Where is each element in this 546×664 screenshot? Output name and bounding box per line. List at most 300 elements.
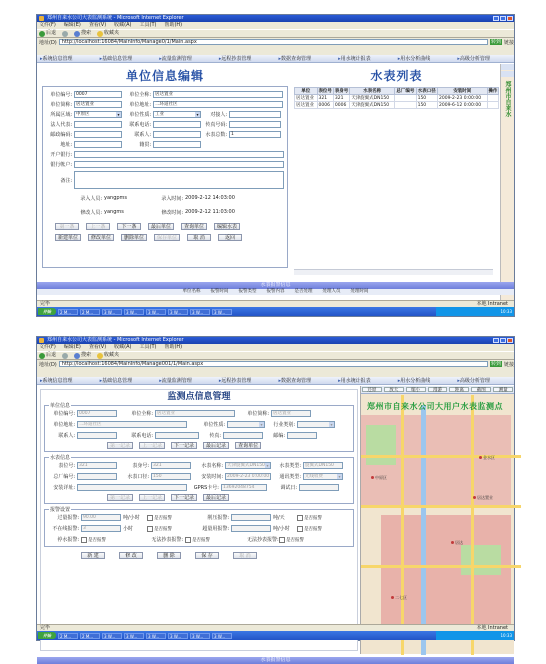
map-tool-screenshot[interactable]: 截图 — [471, 387, 491, 392]
system-tray-clock: 10:33 — [436, 307, 514, 316]
meter-count-label: 水表总数: — [205, 131, 227, 138]
m-unit-no-field[interactable]: 0007 — [77, 410, 117, 417]
cell: 0006 — [333, 102, 349, 109]
cell: 天津旋翼式DN150 — [350, 102, 395, 109]
minimize-button[interactable] — [493, 338, 499, 343]
map-tool-reset[interactable] — [501, 64, 514, 70]
alarm-col-time: 报警时间 — [210, 289, 229, 294]
menu-edit[interactable]: 编辑(E) — [63, 344, 81, 350]
m-unit-no-label: 单位编号: — [53, 411, 75, 417]
forward-button[interactable] — [62, 353, 68, 359]
save-button[interactable]: 保 存 — [195, 552, 219, 559]
map-panel[interactable] — [360, 386, 514, 654]
cancel-button[interactable]: 取 消 — [233, 552, 257, 559]
zone-text: 本地 Intranet — [476, 625, 508, 631]
back-button[interactable]: 后退 — [39, 351, 56, 360]
map-tool-zoomin[interactable]: 放大 — [384, 387, 404, 392]
bank-label: 开户银行: — [50, 151, 72, 158]
m-fax-label: 传真: — [209, 433, 221, 439]
map-title: 郑州市自来水 — [504, 81, 511, 117]
ie-icon — [39, 16, 44, 21]
map-sidebar — [500, 64, 514, 300]
nav-flow[interactable]: ▸ 流量监测管理 — [156, 377, 216, 384]
prev-button[interactable]: 上一条 — [86, 223, 110, 230]
alarm-offline-label: 不在线报警: — [52, 526, 79, 532]
star-icon — [97, 353, 103, 359]
unit-short-field[interactable]: 居达置业 — [74, 101, 122, 108]
forward-arrow-icon — [62, 31, 68, 37]
m-prev-button[interactable]: 上一记录 — [139, 442, 165, 449]
m-install-field[interactable]: 2009-2-23 0:00:00 — [227, 474, 270, 479]
unit-full-label: 单位全称: — [129, 91, 151, 98]
task-button[interactable]: 3 W... — [102, 633, 122, 639]
m-addr-label: 安装详址: — [53, 485, 75, 491]
alarm-section — [44, 509, 354, 547]
m-debug-field[interactable] — [299, 484, 339, 491]
zip-field[interactable] — [74, 131, 122, 138]
map-road — [471, 395, 474, 655]
map-tool-reset[interactable]: 还原 — [362, 387, 382, 392]
delete-button[interactable]: 删 除 — [157, 552, 181, 559]
entry-user-value: yangpms — [104, 195, 128, 201]
phone-label: 联系电话: — [129, 121, 151, 128]
alarm-noread-checkbox[interactable]: 是否报警 — [185, 537, 245, 543]
remark-label: 备注: — [60, 177, 72, 184]
cell: 0006 — [317, 102, 333, 109]
unit-section-legend: 单位信息 — [50, 403, 71, 409]
col-install[interactable]: 安装时间 — [437, 88, 487, 95]
m-factory-field[interactable] — [77, 473, 117, 480]
map-tool-zoomout[interactable]: 缩小 — [406, 387, 426, 392]
meter-count-field[interactable]: 1 — [229, 131, 281, 138]
map-road — [361, 565, 521, 568]
m-factory-label: 总厂编号: — [53, 474, 75, 480]
task-button[interactable]: 3 W... — [168, 309, 188, 315]
window-titlebar — [37, 337, 514, 344]
legal-label: 法人代表: — [50, 121, 72, 128]
col-unit[interactable]: 单位 — [295, 88, 318, 95]
m-unit-full-label: 单位全称: — [131, 411, 153, 417]
alarm-stop-checkbox[interactable]: 是否报警 — [81, 537, 121, 543]
cell: 天津旋翼式DN150 — [350, 95, 395, 102]
alarm-offline-field[interactable]: 3 — [81, 525, 121, 532]
alarm-excess-field[interactable] — [231, 525, 271, 532]
m-unit-addr-field[interactable]: 二环道社区 — [77, 421, 187, 428]
back-button[interactable]: 后退 — [39, 29, 56, 38]
modify-time-label: 修改时间: — [161, 209, 183, 216]
map-title: 郑州市自来水公司大用户水表监测点 — [367, 402, 503, 411]
map-road — [361, 455, 521, 458]
m-mail-label: 邮编: — [273, 433, 285, 439]
entry-time-label: 录入时间: — [161, 195, 183, 202]
close-button[interactable] — [507, 338, 513, 343]
cell: 150 — [416, 95, 437, 102]
map-tool-zoomin[interactable] — [501, 71, 514, 77]
favorites-button[interactable]: 收藏夹 — [97, 29, 119, 38]
alarm-offline-checkbox[interactable]: 是否报警 — [147, 526, 187, 532]
m-meter-first-button[interactable]: 第一记录 — [107, 494, 133, 501]
page-content — [37, 55, 514, 300]
task-button[interactable]: 3 W... — [146, 309, 166, 315]
menu-favorites[interactable]: 收藏(A) — [114, 22, 132, 28]
m-phone-label: 联系电话: — [131, 433, 153, 439]
alarm-over-field[interactable]: 90.00 — [81, 514, 121, 521]
cell — [487, 95, 498, 102]
alarm-excess-checkbox[interactable]: 是否报警 — [297, 526, 322, 532]
m-gprs-label: GPRS卡号: — [193, 485, 219, 491]
return-button[interactable]: 返回 — [218, 234, 242, 241]
region-select[interactable]: 中原区 ▾ — [74, 111, 122, 118]
nav-curve[interactable]: ▸ 用水分析曲线 — [395, 377, 455, 384]
menu-file[interactable]: 文件(F) — [39, 344, 56, 350]
modify-user-value: yangms — [104, 209, 124, 215]
search-button[interactable]: 搜索 — [74, 351, 91, 360]
cell: 居达置业 — [295, 102, 318, 109]
address-label: 地址: — [60, 141, 72, 148]
map-park — [461, 545, 501, 575]
first-button[interactable]: 第一条 — [55, 223, 79, 230]
maximize-button[interactable] — [500, 16, 506, 21]
menu-favorites[interactable]: 收藏(A) — [114, 344, 132, 350]
address-field[interactable] — [74, 141, 122, 148]
horizontal-scrollbar[interactable] — [294, 269, 493, 275]
menu-help[interactable]: 帮助(H) — [164, 344, 183, 350]
nav-advanced[interactable]: ▸ 高级分析管理 — [454, 377, 514, 384]
menu-tools[interactable]: 工具(T) — [139, 22, 157, 28]
status-bar — [37, 624, 514, 631]
map-poi[interactable]: 金水区 — [479, 455, 495, 461]
status-bar — [37, 300, 514, 307]
m-type-field[interactable]: 旋翼式DN150 — [303, 462, 343, 469]
task-button[interactable]: 3 W... — [124, 309, 144, 315]
taskbar — [37, 307, 514, 316]
m-unit-short-field[interactable]: 居达置业 — [271, 410, 311, 417]
search-icon — [74, 353, 80, 359]
nav-remote[interactable]: ▸ 远程抄表管理 — [216, 55, 276, 62]
m-trade-select[interactable] — [297, 421, 335, 428]
meter-list-panel — [294, 67, 499, 275]
unit-no-field[interactable]: 0007 — [74, 91, 122, 98]
meter-list-title: 水表列表 — [370, 69, 423, 83]
window-title: 郑州自来水公司大表监测系统 - Microsoft Internet Explorer — [47, 15, 184, 21]
menu-bar — [37, 22, 514, 29]
nav-flow[interactable]: ▸ 流量监测管理 — [156, 55, 216, 62]
col-op[interactable]: 操作 — [488, 89, 498, 94]
map-tool-pan[interactable]: 漫游 — [428, 387, 448, 392]
m-body-field[interactable]: 321 — [151, 462, 191, 469]
table-header-row — [295, 88, 499, 95]
m-nature-label: 单位性质: — [203, 422, 225, 428]
m-next-button[interactable]: 下一记录 — [171, 442, 197, 449]
system-tray-clock: 10:33 — [436, 631, 514, 640]
m-debug-label: 调试日: — [280, 485, 297, 491]
m-mail-field[interactable] — [287, 432, 317, 439]
modify-unit-button[interactable]: 修改单位 — [88, 234, 114, 241]
new-button[interactable]: 新 建 — [81, 552, 105, 559]
cell — [395, 95, 416, 102]
unit-form — [42, 86, 288, 268]
nav-basic[interactable]: ▸ 基础信息管理 — [97, 377, 157, 384]
nav-advanced[interactable]: ▸ 高级分析管理 — [454, 55, 514, 62]
m-name-select[interactable]: 天津旋翼式DN150 ▾ — [225, 462, 271, 469]
m-meter-last-button[interactable]: 最后记录 — [203, 494, 229, 501]
alarm-noread-label: 无法抄表报警: — [151, 537, 183, 543]
back-arrow-icon — [39, 31, 45, 37]
start-button[interactable]: 开始 — [38, 308, 56, 315]
m-contact-field[interactable] — [77, 432, 117, 439]
address-label: 地址(D) — [39, 39, 57, 46]
task-button[interactable]: 3 W... — [212, 309, 232, 315]
nav-report[interactable]: ▸ 用水统计报表 — [335, 377, 395, 384]
cell — [487, 102, 498, 109]
table-row[interactable] — [295, 95, 499, 102]
monitor-panel — [40, 389, 358, 651]
m-comm-label: 通讯类型: — [279, 474, 301, 480]
nav-system[interactable]: ▸ 系统信息管理 — [37, 377, 97, 384]
nature-select[interactable]: 工业 ▾ — [153, 111, 201, 118]
unit-section — [44, 405, 354, 452]
forward-button[interactable] — [62, 31, 68, 37]
go-button[interactable]: 转到 — [490, 361, 501, 367]
map-poi[interactable]: 居达 — [451, 540, 463, 546]
task-button[interactable]: 3 W... — [124, 633, 144, 639]
nationality-field[interactable] — [153, 141, 201, 148]
maximize-button[interactable] — [500, 338, 506, 343]
links-label[interactable]: 链接 — [503, 39, 514, 46]
menu-bar — [37, 344, 514, 351]
task-button[interactable]: 3 W... — [190, 309, 210, 315]
map-poi[interactable]: 中原区 — [371, 475, 387, 481]
minimize-button[interactable] — [493, 16, 499, 21]
nav-basic[interactable]: ▸ 基础信息管理 — [97, 55, 157, 62]
modify-time-value: 2009-2-12 11:03:00 — [185, 209, 235, 215]
m-type-label: 水表类型: — [279, 463, 301, 469]
app-nav — [37, 377, 514, 385]
m-name-label: 水表名称: — [201, 463, 223, 469]
m-nature-select[interactable] — [227, 421, 265, 428]
cell — [395, 102, 416, 109]
nav-system[interactable]: ▸ 系统信息管理 — [37, 55, 97, 62]
alarm-excess-label: 超量用报警: — [202, 526, 229, 532]
links-label[interactable]: 链接 — [503, 361, 514, 368]
modify-button[interactable]: 修 改 — [119, 552, 143, 559]
task-button[interactable]: 2 M... — [80, 633, 100, 639]
alarm-noread2-label: 无法抄表报警: — [247, 537, 279, 543]
alarm-col-content: 报警内容 — [266, 289, 285, 294]
task-button[interactable]: 3 W... — [212, 633, 232, 639]
alarm-over-label: 过量报警: — [57, 515, 79, 521]
map-river — [421, 405, 426, 655]
cell: 居达置业 — [295, 95, 318, 102]
cell: 2009-6-12 0:00:00 — [437, 102, 487, 109]
last-unit-button[interactable]: 最后单位 — [148, 223, 174, 230]
m-contact-label: 联系人: — [58, 433, 75, 439]
zip-label: 邮政编码: — [50, 131, 72, 138]
contact2-label: 联系人: — [134, 131, 151, 138]
map-tool-measure[interactable]: 测量 — [493, 387, 513, 392]
m-last-button[interactable]: 最后记录 — [203, 442, 229, 449]
unit-editor-panel — [40, 67, 290, 275]
alarm-col-type: 报警类型 — [238, 289, 257, 294]
menu-help[interactable]: 帮助(H) — [164, 22, 183, 28]
region-label: 所属区域: — [50, 111, 72, 118]
map-park — [366, 425, 396, 465]
m-body-label: 表身号: — [132, 463, 149, 469]
m-unit-short-label: 单位简称: — [247, 411, 269, 417]
save-unit-button[interactable]: 保存单位 — [154, 234, 180, 241]
m-query-unit-button[interactable]: 查询单位 — [235, 442, 261, 449]
m-gprs-field[interactable]: 13692048754 — [221, 484, 267, 491]
col-factory[interactable]: 总厂编号 — [396, 89, 415, 94]
alarm-excess-unit: 吨/小时 — [273, 526, 290, 532]
window-controls — [493, 338, 513, 343]
task-button[interactable]: 3 W... — [190, 633, 210, 639]
menu-file[interactable]: 文件(F) — [39, 22, 56, 28]
address-bar — [37, 38, 514, 46]
map-road — [401, 395, 404, 655]
map-tool-distance[interactable]: 距离 — [449, 387, 469, 392]
zone-text: 本地 Intranet — [476, 301, 508, 307]
edit-meter-button[interactable]: 编辑水表 — [214, 223, 240, 230]
nav-curve[interactable]: ▸ 用水分析曲线 — [395, 55, 455, 62]
alarm-pressure-checkbox[interactable]: 是否报警 — [297, 515, 322, 521]
m-first-button[interactable]: 第一记录 — [107, 442, 133, 449]
unit-full-field[interactable]: 居达置业 — [153, 91, 283, 98]
alarm-stop-label: 停水报警: — [57, 537, 79, 543]
nationality-label: 籍贯: — [139, 141, 151, 148]
address-bar — [37, 360, 514, 368]
start-button[interactable]: 开始 — [38, 632, 56, 639]
phone-field[interactable] — [153, 121, 201, 128]
screenshot-unit-editor — [36, 14, 515, 317]
account-field[interactable] — [74, 161, 284, 168]
fax-field[interactable] — [229, 121, 281, 128]
star-icon — [97, 31, 103, 37]
menu-tools[interactable]: 工具(T) — [139, 344, 157, 350]
cell: 321 — [333, 95, 349, 102]
task-button[interactable]: 2 M... — [58, 309, 78, 315]
map-poi[interactable]: 二七区 — [391, 595, 407, 601]
legal-field[interactable] — [74, 121, 122, 128]
nature-label: 单位性质: — [129, 111, 151, 118]
alarm-col-handled: 是否处理 — [294, 289, 313, 294]
alarm-col-unit: 单位名称 — [182, 289, 201, 294]
m-meter-next-button[interactable]: 下一记录 — [171, 494, 197, 501]
browser-toolbar — [37, 29, 514, 38]
contact-field[interactable] — [229, 111, 281, 118]
col-name[interactable]: 水表名称 — [350, 88, 395, 95]
nav-remote[interactable]: ▸ 远程抄表管理 — [216, 377, 276, 384]
alarm-col-handler: 处理人员 — [322, 289, 341, 294]
col-body[interactable]: 表身号 — [334, 89, 349, 94]
window-title: 郑州自来水公司大表监测系统 - Microsoft Internet Explorer — [47, 337, 184, 343]
alarm-pressure-field[interactable] — [231, 514, 271, 521]
alarm-bar[interactable]: 水表报警信息 — [37, 282, 514, 289]
m-comm-select[interactable]: 无线收费 ▾ — [303, 473, 343, 480]
taskbar — [37, 631, 514, 640]
forward-arrow-icon — [62, 353, 68, 359]
entry-user-label: 录入人员: — [80, 195, 102, 202]
favorites-button[interactable]: 收藏夹 — [97, 351, 119, 360]
ie-icon — [39, 338, 44, 343]
alarm-pressure-unit: 吨/天 — [273, 515, 285, 521]
remark-field[interactable] — [74, 171, 284, 189]
m-pos-label: 表位号: — [58, 463, 75, 469]
task-button[interactable]: 3 W... — [168, 633, 188, 639]
close-button[interactable] — [507, 16, 513, 21]
map-road — [361, 505, 521, 508]
task-button[interactable]: 2 M... — [58, 633, 78, 639]
alarm-noread2-checkbox[interactable]: 是否报警 — [279, 537, 304, 543]
page-title: 监测点信息管理 — [167, 392, 231, 402]
meter-section-legend: 水表信息 — [50, 455, 71, 461]
contact-label: 对接人: — [210, 111, 227, 118]
m-fax-field[interactable] — [223, 432, 263, 439]
nav-query[interactable]: ▸ 数据查询管理 — [276, 377, 336, 384]
bank-field[interactable] — [74, 151, 284, 158]
meter-section — [44, 457, 354, 504]
delete-unit-button[interactable]: 删除单位 — [121, 234, 147, 241]
fax-label: 传真号码: — [205, 121, 227, 128]
new-unit-button[interactable]: 新建单位 — [55, 234, 81, 241]
modify-user-label: 修改人员: — [80, 209, 102, 216]
alarm-offline-unit: 小时 — [123, 526, 134, 532]
contact2-field[interactable] — [153, 131, 201, 138]
task-button[interactable]: 2 M... — [80, 309, 100, 315]
cell: 2009-2-23 0:00:00 — [437, 95, 487, 102]
next-button[interactable]: 下一条 — [117, 223, 141, 230]
menu-view[interactable]: 查看(V) — [88, 22, 107, 28]
nav-report[interactable]: ▸ 用水统计报表 — [335, 55, 395, 62]
m-phone-field[interactable] — [155, 432, 199, 439]
search-button[interactable]: 搜索 — [74, 29, 91, 38]
map-poi[interactable]: 居达置业 — [473, 495, 493, 501]
col-caliber[interactable]: 水表口径 — [417, 89, 436, 94]
task-button[interactable]: 3 W... — [102, 309, 122, 315]
alarm-bar[interactable]: 水表报警信息 — [37, 657, 514, 664]
map-canvas[interactable] — [361, 395, 514, 654]
m-trade-label: 行业类别: — [273, 422, 295, 428]
map-toolbar — [361, 386, 514, 394]
alarm-over-checkbox[interactable]: 是否报警 — [147, 515, 187, 521]
m-caliber-field[interactable]: 150 — [151, 473, 191, 480]
menu-view[interactable]: 查看(V) — [88, 344, 107, 350]
m-unit-full-field[interactable]: 居达置业 — [155, 410, 235, 417]
query-unit-button[interactable]: 查询单位 — [181, 223, 207, 230]
m-pos-field[interactable]: 321 — [77, 462, 117, 469]
m-meter-prev-button[interactable]: 上一记录 — [139, 494, 165, 501]
alarm-header-row — [37, 289, 514, 295]
unit-addr-field[interactable]: 二环道社区 — [153, 101, 283, 108]
go-button[interactable]: 转到 — [490, 39, 501, 45]
m-unit-addr-label: 单位地址: — [53, 422, 75, 428]
task-button[interactable]: 3 W... — [146, 633, 166, 639]
table-row[interactable] — [295, 102, 499, 109]
address-input[interactable]: http://localhost:16084/MainInfo/Manage0/1/Main.aspx — [59, 39, 488, 45]
cancel-button[interactable]: 取 消 — [187, 234, 211, 241]
col-pos[interactable]: 表位号 — [318, 89, 332, 94]
status-text: 完毕 — [40, 625, 51, 631]
back-arrow-icon — [39, 353, 45, 359]
window-titlebar — [37, 15, 514, 22]
menu-edit[interactable]: 编辑(E) — [63, 22, 81, 28]
search-icon — [74, 31, 80, 37]
meter-table — [294, 87, 499, 109]
address-input[interactable]: http://localhost:16084/MainInfo/Manage001/1/Main.aspx — [59, 361, 488, 367]
account-label: 银行帐户: — [50, 161, 72, 168]
m-addr-field[interactable] — [77, 484, 187, 491]
nav-query[interactable]: ▸ 数据查询管理 — [276, 55, 336, 62]
